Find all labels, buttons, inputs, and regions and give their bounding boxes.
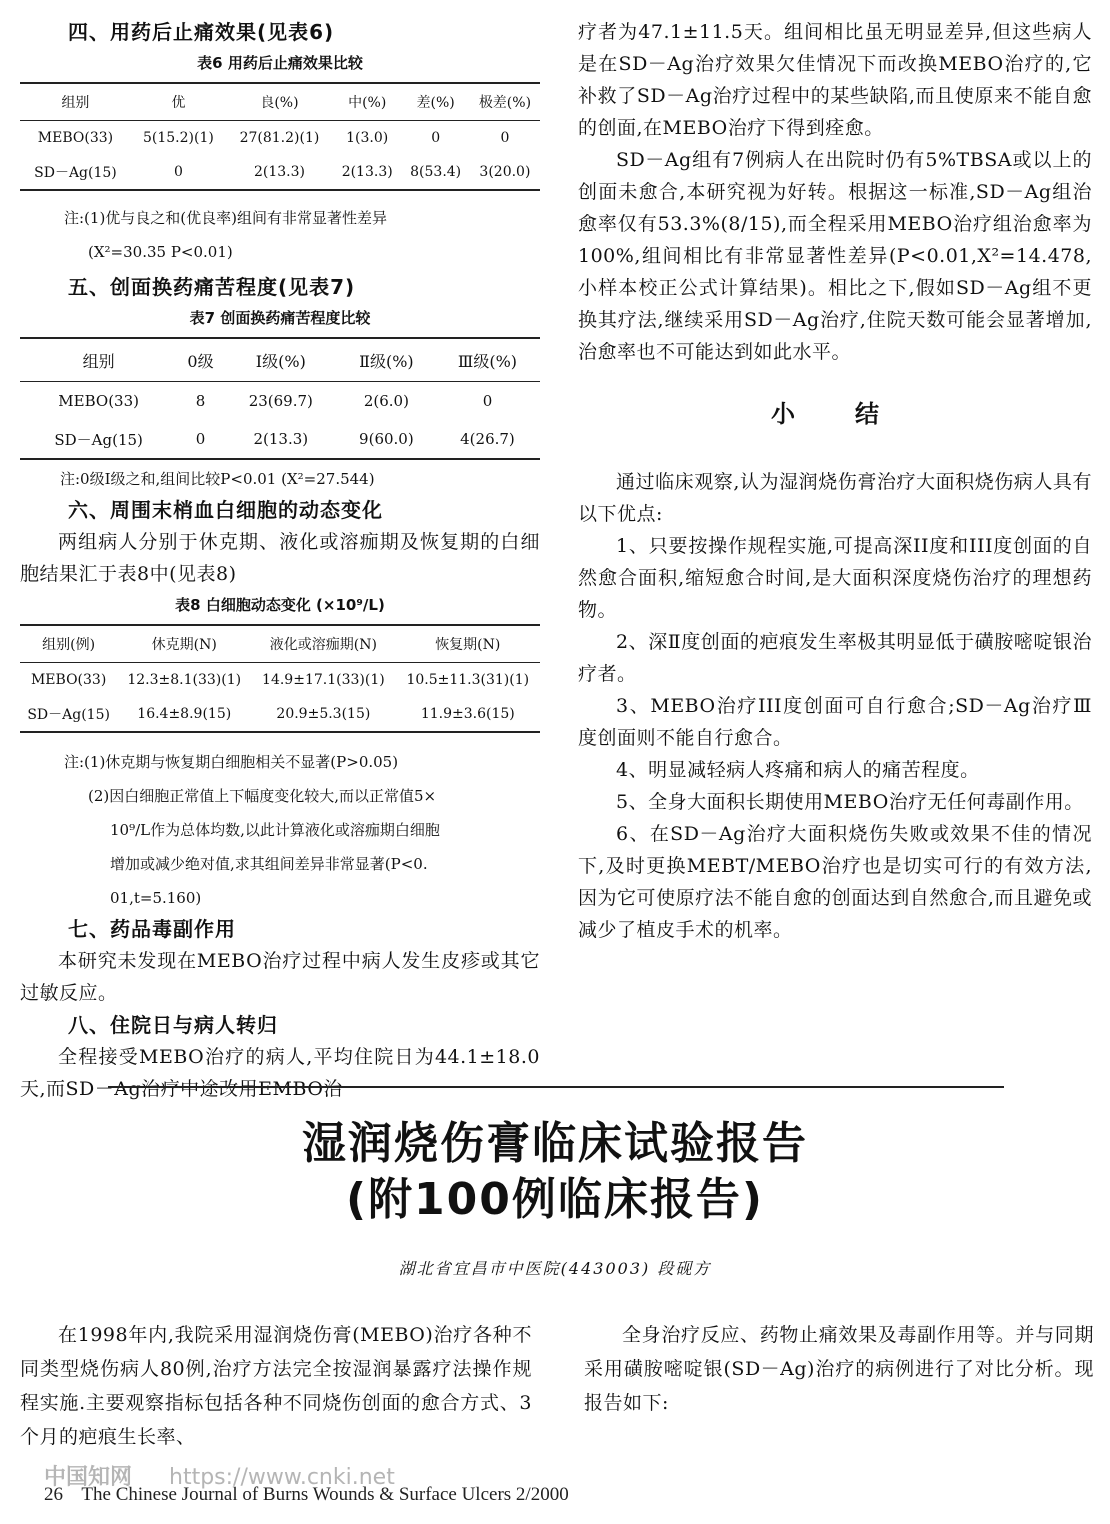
page-number: 26 xyxy=(44,1484,63,1505)
table-7-caption: 表7 创面换药痛苦程度比较 xyxy=(189,309,371,327)
table-8-note-2a: (2)因白细胞正常值上下幅度变化较大,而以正常值5× xyxy=(88,787,437,805)
table-6-caption: 表6 用药后止痛效果比较 xyxy=(197,54,363,72)
table-6-header-row xyxy=(20,83,540,121)
left-column xyxy=(20,16,540,1105)
t6-header-cell: 极差(%) xyxy=(470,83,540,121)
section-heading-8: 八、住院日与病人转归 xyxy=(68,1013,278,1037)
table-8-caption: 表8 白细胞动态变化 (×10⁹/L) xyxy=(175,596,385,614)
article-author: 湖北省宜昌市中医院(443003) 段砚方 xyxy=(398,1259,712,1278)
table-8-header-row xyxy=(20,625,540,663)
table-row xyxy=(20,663,540,698)
table-row xyxy=(20,382,540,421)
table-row xyxy=(20,155,540,190)
t7-cell: MEBO(33) xyxy=(58,392,139,410)
cnki-logo: 中国知网 xyxy=(44,1465,133,1490)
summary-paragraph-intro: 通过临床观察,认为湿润烧伤膏治疗大面积烧伤病人具有以下优点: xyxy=(578,471,1092,525)
t7-cell: 0 xyxy=(482,392,493,410)
t6-cell: 27(81.2)(1) xyxy=(239,130,320,146)
section-heading-5: 五、创面换药痛苦程度(见表7) xyxy=(68,275,356,299)
table-8-note-2d: 01,t=5.160) xyxy=(110,889,202,907)
page-footer xyxy=(44,1484,569,1506)
intro-paragraph-left: 在1998年内,我院采用湿润烧伤膏(MEBO)治疗各种不同类型烧伤病人80例,治疗方法完全按湿润暴露疗法操作规程实施.主要观察指标包括各种不同烧伤创面的愈合方式、3个月的疤痕生长率、 xyxy=(20,1324,532,1448)
t6-cell: 3(20.0) xyxy=(470,155,540,190)
table-8-note-1: 注:(1)休克期与恢复期白细胞相关不显著(P>0.05) xyxy=(64,753,399,771)
t6-header-cell: 差(%) xyxy=(401,83,469,121)
t6-header-cell: 中(%) xyxy=(333,83,401,121)
table-6 xyxy=(20,82,540,191)
t6-cell: 5(15.2)(1) xyxy=(143,130,214,146)
summary-point-1: 1、只要按操作规程实施,可提高深II度和III度创面的自然愈合面积,缩短愈合时间,是大面积深度烧伤治疗的理想药物。 xyxy=(578,535,1092,621)
table-6-note-2: (X²=30.35 P<0.01) xyxy=(88,243,233,261)
table-7-note: 注:0级Ⅰ级之和,组间比较P<0.01 (X²=27.544) xyxy=(60,470,375,488)
t8-cell: SD－Ag(15) xyxy=(20,697,117,732)
t7-cell: 8 xyxy=(195,392,206,410)
table-row xyxy=(20,420,540,459)
t7-cell: 0 xyxy=(177,420,224,459)
t7-cell: 2(6.0) xyxy=(363,392,409,410)
t6-cell: MEBO(33) xyxy=(37,130,114,146)
table-7-header-row xyxy=(20,338,540,382)
intro-paragraph-right: 全身治疗反应、药物止痛效果及毒副作用等。并与同期采用磺胺嘧啶银(SD－Ag)治疗的病例进行了对比分析。现报告如下: xyxy=(584,1324,1094,1414)
intro-right-column xyxy=(584,1318,1094,1420)
t8-cell: 20.9±5.3(15) xyxy=(251,697,395,732)
t6-header-cell: 优 xyxy=(131,83,226,121)
section-heading-7: 七、药品毒副作用 xyxy=(68,917,236,941)
right-paragraph-1: 疗者为47.1±11.5天。组间相比虽无明显差异,但这些病人是在SD－Ag治疗效果欠佳情况下而改换MEBO治疗的,它补救了SD－Ag治疗过程中的某些缺陷,而且使原来不能自愈的创面,在MEBO治疗下得到痊愈。 xyxy=(578,21,1092,139)
t7-header-cell: 0级 xyxy=(177,338,224,382)
t8-header-cell: 休克期(N) xyxy=(117,625,251,663)
article-title-line-2: (附100例临床报告) xyxy=(345,1174,765,1225)
table-row xyxy=(20,697,540,732)
t8-cell: 14.9±17.1(33)(1) xyxy=(262,672,385,688)
t6-cell: 2(13.3) xyxy=(333,155,401,190)
summary-heading: 小结 xyxy=(771,400,939,428)
t8-cell: 10.5±11.3(31)(1) xyxy=(406,672,530,688)
t7-header-cell: I级(%) xyxy=(224,338,338,382)
summary-point-3: 3、MEBO治疗III度创面可自行愈合;SD－Ag治疗Ⅲ度创面则不能自行愈合。 xyxy=(578,695,1092,749)
section-8-paragraph: 全程接受MEBO治疗的病人,平均住院日为44.1±18.0天,而SD－Ag治疗中途改用EMBO治 xyxy=(20,1046,540,1100)
t8-cell: MEBO(33) xyxy=(30,672,107,688)
t8-header-cell: 组别(例) xyxy=(20,625,117,663)
t7-cell: 2(13.3) xyxy=(224,420,338,459)
t7-cell: 4(26.7) xyxy=(435,420,540,459)
summary-point-2: 2、深Ⅱ度创面的疤痕发生率极其明显低于磺胺嘧啶银治疗者。 xyxy=(578,631,1092,685)
t7-header-cell: Ⅱ级(%) xyxy=(338,338,435,382)
t8-header-cell: 恢复期(N) xyxy=(396,625,540,663)
table-8-note-2c: 增加或减少绝对值,求其组间差异非常显著(P<0. xyxy=(110,855,428,873)
t6-header-cell: 组别 xyxy=(20,83,131,121)
section-6-paragraph: 两组病人分别于休克期、液化或溶痂期及恢复期的白细胞结果汇于表8中(见表8) xyxy=(20,531,540,585)
t6-cell: 0 xyxy=(431,130,441,146)
t7-cell: 23(69.7) xyxy=(248,392,313,410)
t6-cell: 0 xyxy=(131,155,226,190)
t7-header-cell: Ⅲ级(%) xyxy=(435,338,540,382)
table-8 xyxy=(20,624,540,733)
article-title xyxy=(0,1116,1110,1228)
t8-cell: 11.9±3.6(15) xyxy=(396,697,540,732)
journal-name: The Chinese Journal of Burns Wounds & Surface Ulcers 2/2000 xyxy=(81,1484,569,1505)
section-heading-4: 四、用药后止痛效果(见表6) xyxy=(68,20,335,44)
summary-point-4: 4、明显减轻病人疼痛和病人的痛苦程度。 xyxy=(616,759,980,781)
t8-cell: 16.4±8.9(15) xyxy=(117,697,251,732)
right-paragraph-2: SD－Ag组有7例病人在出院时仍有5%TBSA或以上的创面未愈合,本研究视为好转。根据这一标准,SD－Ag组治愈率仅有53.3%(8/15),而全程采用MEBO治疗组治愈率为100%,组间相比有非常显著性差异(P<0.01,X²=14.478,小样本校正公式计算结果)。相比之下,假如SD－Ag组不更换其疗法,继续采用SD－Ag治疗,住院天数可能会显著增加,治愈率也不可能达到如此水平。 xyxy=(578,149,1092,363)
right-column xyxy=(578,16,1092,946)
t8-cell: 12.3±8.1(33)(1) xyxy=(127,672,242,688)
cnki-url: https://www.cnki.net xyxy=(169,1465,395,1490)
t6-cell: 2(13.3) xyxy=(226,155,333,190)
section-7-paragraph: 本研究未发现在MEBO治疗过程中病人发生皮疹或其它过敏反应。 xyxy=(20,950,540,1004)
t6-cell: 0 xyxy=(500,130,510,146)
summary-point-5: 5、全身大面积长期使用MEBO治疗无任何毒副作用。 xyxy=(616,791,1084,813)
intro-left-column xyxy=(20,1318,532,1454)
t6-cell: 8(53.4) xyxy=(401,155,469,190)
t6-header-cell: 良(%) xyxy=(226,83,333,121)
article-divider xyxy=(108,1086,1004,1088)
t6-cell: SD－Ag(15) xyxy=(20,155,131,190)
table-row xyxy=(20,121,540,156)
section-heading-6: 六、周围末梢血白细胞的动态变化 xyxy=(68,498,383,522)
t8-header-cell: 液化或溶痂期(N) xyxy=(251,625,395,663)
table-7 xyxy=(20,337,540,460)
table-6-note-1: 注:(1)优与良之和(优良率)组间有非常显著性差异 xyxy=(64,209,388,227)
summary-point-6: 6、在SD－Ag治疗大面积烧伤失败或效果不佳的情况下,及时更换MEBT/MEBO治疗也是切实可行的有效方法,因为它可使原疗法不能自愈的创面达到自然愈合,而且避免或减少了植皮手术的机率。 xyxy=(578,823,1092,941)
t6-cell: 1(3.0) xyxy=(346,130,389,146)
t7-cell: 9(60.0) xyxy=(338,420,435,459)
t7-cell: SD－Ag(15) xyxy=(20,420,177,459)
article-title-line-1: 湿润烧伤膏临床试验报告 xyxy=(302,1118,808,1169)
table-8-note-2b: 10⁹/L作为总体均数,以此计算液化或溶痂期白细胞 xyxy=(110,821,440,839)
t7-header-cell: 组别 xyxy=(20,338,177,382)
